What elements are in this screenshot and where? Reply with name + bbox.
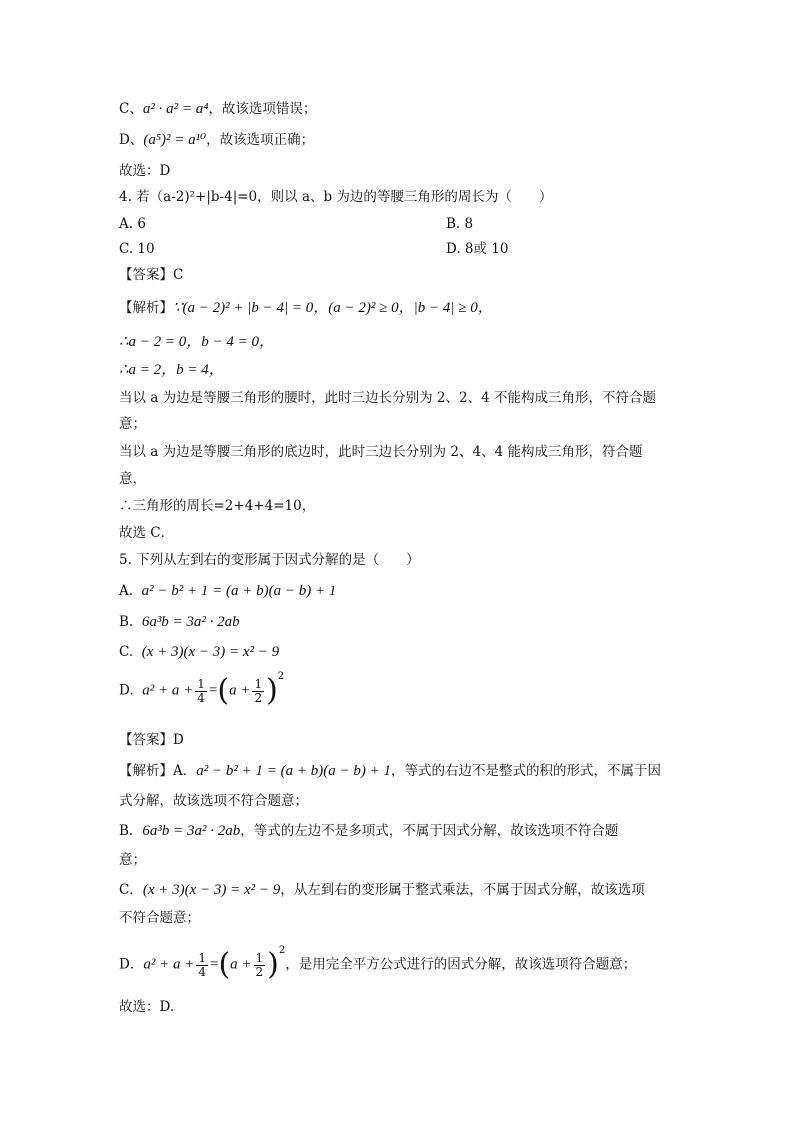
option-label: D、 — [119, 132, 144, 148]
explanation-label: 【解析】 — [119, 300, 173, 316]
paren-right: ) — [267, 947, 279, 982]
q4-explanation-line7: 意， — [119, 471, 146, 487]
line-text: ，等式的左边不是多项式，不属于因式分解，故该选项不符合题 — [240, 823, 619, 839]
math-expression: ∵(a − 2)² + |b − 4| = 0，(a − 2)² ≥ 0，|b − 4| ≥ 0， — [173, 300, 493, 316]
line-text: ，等式的右边不是整式的积的形式，不属于因 — [390, 763, 661, 779]
math-expression: a² + a + — [142, 682, 194, 699]
option-label: A. — [119, 583, 134, 599]
q4-explanation-line2: ∴a − 2 = 0，b − 4 = 0， — [119, 334, 275, 350]
q5-answer: 【答案】D — [119, 732, 184, 748]
math-expression: (x + 3)(x − 3) = x² − 9 — [141, 644, 280, 660]
math-expression: a + — [230, 956, 252, 973]
line-text: ，故该选项错误； — [208, 101, 317, 117]
math-expression: a² + a + — [143, 956, 195, 973]
q5-explanation-c — [119, 881, 645, 899]
equals-sign: = — [208, 682, 218, 699]
q5-explanation-c-line2: 不符合题意； — [119, 910, 200, 926]
math-expression: a² − b² + 1 = (a + b)(a − b) + 1 — [141, 583, 337, 599]
q4-option-a: A. 6 — [119, 216, 146, 232]
option-label: B. — [119, 614, 134, 630]
q4-explanation-line9: 故选 C． — [119, 525, 175, 541]
q5-explanation-b-line2: 意； — [119, 852, 146, 868]
explanation-label: B． — [119, 823, 143, 839]
option-label: C、 — [119, 101, 143, 117]
q5-explanation-a — [119, 762, 661, 780]
q4-answer: 【答案】C — [119, 267, 184, 283]
question-4: 4. 若（a-2)²+|b-4|=0，则以 a、b 为边的等腰三角形的周长为（ ） — [119, 189, 553, 205]
q4-explanation-line5: 意； — [119, 416, 146, 432]
paren-right: ) — [266, 673, 278, 708]
q5-explanation-a-line2: 式分解，故该选项不符合题意； — [119, 793, 308, 809]
exponent: 2 — [278, 944, 286, 956]
fraction: $\frac{1}{2}$ — [254, 676, 263, 705]
math-expression: (x + 3)(x − 3) = x² − 9 — [142, 882, 281, 898]
equals-sign: = — [209, 956, 219, 973]
q4-explanation-line1 — [119, 299, 493, 317]
question-5: 5. 下列从左到右的变形属于因式分解的是（ ） — [119, 552, 420, 568]
line-text: ，从左到右的变形属于整式乘法，不属于因式分解，故该选项 — [280, 882, 645, 898]
q4-explanation-line3: ∴a = 2，b = 4， — [119, 362, 224, 378]
fraction: $\frac{1}{2}$ — [255, 950, 264, 979]
q5-explanation-b — [119, 822, 618, 840]
line-text: ，是用完全平方公式进行的因式分解，故该选项符合题意； — [285, 956, 637, 973]
math-expression: 6a³b = 3a² · 2ab — [141, 614, 240, 630]
q5-explanation-d — [119, 944, 637, 982]
explanation-label: C． — [119, 882, 143, 898]
q4-option-c: C. 10 — [119, 241, 155, 257]
q4-explanation-line4: 当以 a 为边是等腰三角形的腰时，此时三边长分别为 2、2、4 不能构成三角形，不符合题 — [119, 390, 656, 406]
choice-line: 故选：D — [119, 163, 171, 179]
option-c-line — [119, 100, 316, 118]
paren-left: ( — [218, 947, 231, 982]
q4-option-d: D. 8或 10 — [446, 241, 509, 257]
option-label: C. — [119, 644, 134, 660]
q4-explanation-line6: 当以 a 为边是等腰三角形的底边时，此时三边长分别为 2、4、4 能构成三角形，符合题 — [119, 444, 643, 460]
math-expression: (a⁵)² = a¹⁰ — [143, 132, 207, 148]
q4-explanation-line8: ∴三角形的周长=2+4+4=10， — [119, 498, 316, 514]
explanation-label: 【解析】A． — [119, 763, 197, 779]
fraction: $\frac{1}{4}$ — [198, 950, 206, 979]
math-expression: a + — [229, 682, 251, 699]
math-expression: 6a³b = 3a² · 2ab — [142, 823, 241, 839]
exponent: 2 — [277, 670, 285, 682]
q5-option-a — [119, 582, 336, 600]
explanation-label: D． — [119, 956, 144, 973]
option-d-line — [119, 131, 314, 149]
fraction: $\frac{1}{4}$ — [197, 676, 205, 705]
math-expression: a² · a² = a⁴ — [142, 101, 209, 117]
option-label: D. — [119, 682, 134, 699]
q5-option-c — [119, 643, 279, 661]
q5-option-b — [119, 613, 240, 631]
q5-option-d — [119, 670, 285, 708]
line-text: ，故该选项正确； — [206, 132, 315, 148]
math-expression: a² − b² + 1 = (a + b)(a − b) + 1 — [196, 763, 391, 779]
q4-option-b: B. 8 — [446, 216, 474, 232]
paren-left: ( — [217, 673, 230, 708]
final-choice: 故选：D. — [119, 999, 175, 1015]
